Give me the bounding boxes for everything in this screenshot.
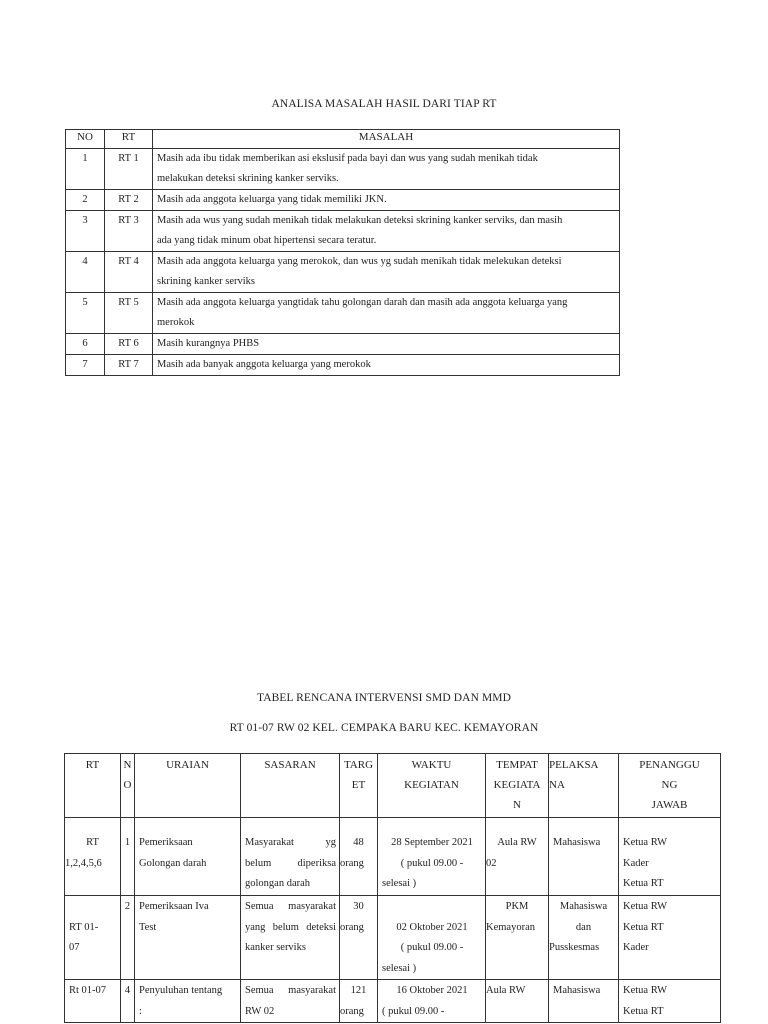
- row-rt: RT 7: [105, 355, 153, 376]
- uraian-line: Pemeriksaan: [139, 837, 193, 848]
- uraian-line: Golongan darah: [139, 857, 207, 869]
- header-pj: [619, 754, 721, 818]
- header-line: O: [123, 779, 132, 791]
- header-line: PENANGGU: [639, 759, 700, 771]
- table-row: [66, 293, 620, 334]
- masalah-line: Masih kurangnya PHBS: [157, 338, 260, 349]
- row-rt: RT 3: [105, 211, 153, 252]
- cell-target: [340, 980, 378, 1023]
- cell-waktu: [378, 896, 486, 980]
- row-rt: RT 2: [105, 190, 153, 211]
- row-masalah: [153, 149, 620, 190]
- waktu-line: ( pukul 09.00 -: [400, 857, 464, 869]
- row-number: 1: [66, 149, 105, 190]
- sasaran-line: golongan darah: [245, 878, 311, 889]
- row-number: 4: [66, 252, 105, 293]
- cell-target: [340, 818, 378, 896]
- waktu-line: 16 Oktober 2021: [396, 985, 468, 996]
- header-line: NG: [661, 779, 678, 791]
- target-line: 30: [353, 901, 364, 912]
- table-header-row: [66, 130, 620, 149]
- cell-waktu: [378, 818, 486, 896]
- rt-line: Rt 01-07: [69, 985, 107, 996]
- waktu-line: [382, 897, 482, 918]
- tempat-line: Aula RW: [497, 837, 537, 848]
- sasaran-line: Semua masyarakat: [245, 901, 336, 912]
- row-number: 6: [66, 334, 105, 355]
- pj-line: Kader: [623, 857, 649, 869]
- header-tempat: [486, 754, 549, 818]
- sasaran-line: Semua masyarakat: [245, 985, 336, 996]
- waktu-line: ( pukul 09.00 -: [382, 1005, 445, 1017]
- waktu-line: ( pukul 09.00 -: [400, 942, 464, 953]
- masalah-line: Masih ada anggota keluarga yang merokok, dan wus yg sudah menikah tidak melekukan deteksi: [157, 256, 562, 267]
- cell-uraian: [135, 980, 241, 1023]
- uraian-line: Pemeriksaan Iva: [139, 901, 209, 912]
- masalah-line: ada yang tidak minum obat hipertensi secara teratur.: [157, 235, 377, 246]
- cell-pelaksana: [549, 818, 619, 896]
- masalah-line: skrining kanker serviks: [157, 276, 255, 287]
- header-line: ET: [351, 779, 366, 791]
- cell-tempat: [486, 896, 549, 980]
- cell-no: 1: [121, 818, 135, 896]
- uraian-line: Test: [139, 921, 157, 933]
- row-masalah: [153, 355, 620, 376]
- waktu-line: 02 Oktober 2021: [396, 921, 468, 933]
- pelaksana-line: Mahasiswa: [553, 837, 601, 848]
- cell-pelaksana: [549, 896, 619, 980]
- cell-uraian: [135, 896, 241, 980]
- header-masalah: MASALAH: [153, 130, 620, 149]
- target-line: 48: [353, 837, 364, 848]
- cell-pj: [619, 896, 721, 980]
- header-waktu: [378, 754, 486, 818]
- table-row: [66, 252, 620, 293]
- cell-sasaran: [241, 896, 340, 980]
- rt-line: 07: [69, 942, 80, 953]
- cell-sasaran: [241, 818, 340, 896]
- header-line: WAKTU: [411, 759, 452, 771]
- header-no: NO: [66, 130, 105, 149]
- problem-analysis-table: [65, 129, 620, 376]
- tempat-line: PKM: [505, 901, 529, 912]
- rt-line: RT: [86, 837, 99, 848]
- analysis-title: ANALISA MASALAH HASIL DARI TIAP RT: [271, 98, 497, 110]
- waktu-line: selesai ): [382, 878, 417, 889]
- row-rt: RT 5: [105, 293, 153, 334]
- sasaran-line: yang belum deteksi: [245, 921, 336, 933]
- table-row: [65, 818, 721, 896]
- cell-waktu: [378, 980, 486, 1023]
- row-masalah: [153, 252, 620, 293]
- tempat-line: Kemayoran: [486, 921, 535, 933]
- uraian-line: :: [139, 1005, 142, 1017]
- waktu-line: selesai ): [382, 962, 417, 974]
- cell-rt: [65, 980, 121, 1023]
- masalah-line: Masih ada anggota keluarga yangtidak tahu golongan darah dan masih ada anggota keluarga yang: [157, 297, 568, 308]
- header-line: KEGIATAN: [404, 779, 459, 791]
- row-masalah: [153, 211, 620, 252]
- cell-pj: [619, 980, 721, 1023]
- cell-target: [340, 896, 378, 980]
- cell-tempat: [486, 980, 549, 1023]
- pelaksana-line: dan: [575, 921, 592, 933]
- header-line: TEMPAT: [496, 759, 538, 771]
- table-row: [66, 149, 620, 190]
- cell-rt: [65, 896, 121, 980]
- cell-sasaran: [241, 980, 340, 1023]
- masalah-line: melakukan deteksi skrining kanker serviks.: [157, 173, 339, 184]
- pelaksana-line: Mahasiswa: [559, 901, 608, 912]
- row-masalah: [153, 190, 620, 211]
- cell-tempat: [486, 818, 549, 896]
- header-line: SASARAN: [264, 759, 316, 771]
- target-line: orang: [340, 921, 364, 933]
- header-line: JAWAB: [651, 799, 688, 811]
- target-line: orang: [340, 1005, 364, 1017]
- table-row: [66, 211, 620, 252]
- sasaran-line: Masyarakat yg: [245, 837, 336, 848]
- header-rt: [65, 754, 121, 818]
- masalah-line: merokok: [157, 317, 195, 328]
- table-row: [66, 334, 620, 355]
- masalah-line: Masih ada anggota keluarga yang tidak memiliki JKN.: [157, 194, 387, 205]
- row-number: 2: [66, 190, 105, 211]
- row-masalah: [153, 334, 620, 355]
- header-line: N: [513, 799, 521, 811]
- header-target: [340, 754, 378, 818]
- pj-line: Ketua RW: [623, 985, 668, 996]
- sasaran-line: RW 02: [245, 1005, 275, 1017]
- plan-title: TABEL RENCANA INTERVENSI SMD DAN MMD: [256, 692, 512, 704]
- cell-no: 4: [121, 980, 135, 1023]
- header-rt: RT: [105, 130, 153, 149]
- tempat-line: 02: [486, 857, 497, 869]
- header-line: KEGIATA: [493, 779, 541, 791]
- plan-subtitle: RT 01-07 RW 02 KEL. CEMPAKA BARU KEC. KEMAYORAN: [229, 722, 539, 734]
- table-row: [66, 190, 620, 211]
- row-number: 3: [66, 211, 105, 252]
- table-row: [65, 896, 721, 980]
- row-masalah: [153, 293, 620, 334]
- pj-line: Ketua RT: [623, 1005, 664, 1017]
- uraian-line: Penyuluhan tentang: [139, 985, 223, 996]
- row-rt: RT 1: [105, 149, 153, 190]
- waktu-line: 28 September 2021: [391, 837, 473, 848]
- sasaran-line: belum diperiksa: [245, 857, 336, 869]
- table-row: [65, 980, 721, 1023]
- target-line: orang: [340, 857, 364, 869]
- header-line: TARG: [343, 759, 374, 771]
- table-row: [66, 355, 620, 376]
- target-line: 121: [350, 985, 367, 996]
- rt-line: [69, 897, 117, 918]
- row-rt: RT 4: [105, 252, 153, 293]
- pj-line: Ketua RW: [623, 901, 668, 912]
- header-line: RT: [85, 759, 100, 771]
- masalah-line: Masih ada wus yang sudah menikah tidak melakukan deteksi skrining kanker serviks, dan masih: [157, 215, 563, 226]
- header-pelaksana: [549, 754, 619, 818]
- masalah-line: Masih ada ibu tidak memberikan asi ekslusif pada bayi dan wus yang sudah menikah tidak: [157, 153, 538, 164]
- pj-line: Ketua RW: [623, 837, 668, 848]
- header-sasaran: [241, 754, 340, 818]
- cell-no: 2: [121, 896, 135, 980]
- header-no: [121, 754, 135, 818]
- cell-pj: [619, 818, 721, 896]
- pj-line: Kader: [623, 942, 649, 953]
- row-number: 5: [66, 293, 105, 334]
- masalah-line: Masih ada banyak anggota keluarga yang merokok: [157, 359, 371, 370]
- header-line: PELAKSA: [549, 759, 599, 771]
- row-number: 7: [66, 355, 105, 376]
- intervention-plan-table: [64, 753, 721, 1023]
- header-line: N: [123, 759, 132, 771]
- pelaksana-line: Pusskesmas: [549, 942, 600, 953]
- rt-line: 1,2,4,5,6: [65, 857, 102, 869]
- pj-line: Ketua RT: [623, 878, 664, 889]
- table-header-row: [65, 754, 721, 818]
- cell-rt: [65, 818, 121, 896]
- cell-uraian: [135, 818, 241, 896]
- sasaran-line: kanker serviks: [245, 942, 306, 953]
- header-line: URAIAN: [166, 759, 209, 771]
- header-uraian: [135, 754, 241, 818]
- row-rt: RT 6: [105, 334, 153, 355]
- pj-line: Ketua RT: [623, 921, 664, 933]
- tempat-line: Aula RW: [486, 985, 526, 996]
- pelaksana-line: Mahasiswa: [553, 985, 601, 996]
- rt-line: RT 01-: [69, 921, 99, 933]
- header-line: NA: [549, 779, 565, 791]
- cell-pelaksana: [549, 980, 619, 1023]
